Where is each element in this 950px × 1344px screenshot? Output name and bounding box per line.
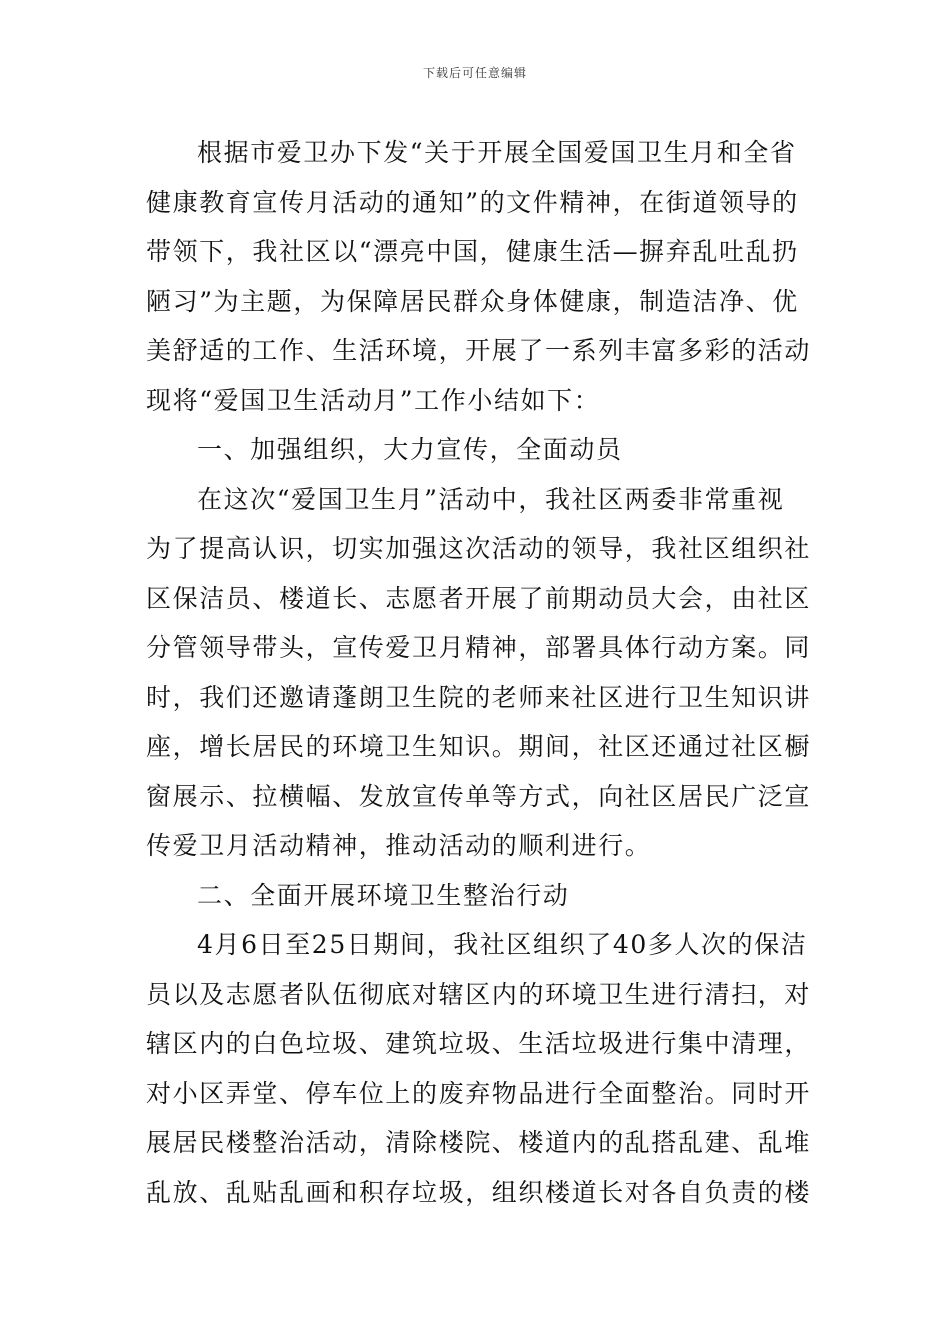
text-line: 员以及志愿者队伍彻底对辖区内的环境卫生进行清扫，对 [146, 979, 812, 1009]
text-line: 陋习”为主题，为保障居民群众身体健康，制造洁净、优 [146, 286, 799, 316]
text-line: 带领下，我社区以“漂亮中国，健康生活—摒弃乱吐乱扔 [146, 237, 799, 266]
text-line: 对小区弄堂、停车位上的废弃物品进行全面整治。同时开 [146, 1078, 812, 1108]
text-line: 健康教育宣传月活动的通知”的文件精神，在街道领导的 [146, 187, 799, 217]
text-line: 乱放、乱贴乱画和积存垃圾，组织楼道长对各自负责的楼 [146, 1177, 812, 1207]
text-line: 区保洁员、楼道长、志愿者开展了前期动员大会，由社区 [146, 583, 812, 613]
header-note: 下载后可任意编辑 [422, 66, 527, 80]
text-line: 座，增长居民的环境卫生知识。期间，社区还通过社区橱 [146, 732, 812, 761]
text-line: 根据市爱卫办下发“关于开展全国爱国卫生月和全省 [197, 138, 797, 167]
section-heading: 二、全面开展环境卫生整治行动 [197, 880, 570, 910]
section-heading: 一、加强组织，大力宣传，全面动员 [197, 435, 623, 464]
document-body [146, 128, 812, 1217]
text-line: 为了提高认识，切实加强这次活动的领导，我社区组织社 [146, 534, 812, 563]
text-line: 分管领导带头，宣传爱卫月精神，部署具体行动方案。同 [146, 633, 812, 662]
text-line: 传爱卫月活动精神，推动活动的顺利进行。 [146, 831, 652, 860]
text-line: 时，我们还邀请蓬朗卫生院的老师来社区进行卫生知识讲 [146, 682, 812, 712]
text-line: 窗展示、拉横幅、发放宣传单等方式，向社区居民广泛宣 [146, 781, 812, 811]
text-line: 在这次“爱国卫生月”活动中，我社区两委非常重视 [197, 484, 785, 514]
text-line: 美舒适的工作、生活环境，开展了一系列丰富多彩的活动 [146, 336, 812, 365]
text-line: 辖区内的白色垃圾、建筑垃圾、生活垃圾进行集中清理， [146, 1029, 812, 1058]
text-line: 现将“爱国卫生活动月”工作小结如下： [146, 385, 601, 415]
text-line: 展居民楼整治活动，清除楼院、楼道内的乱搭乱建、乱堆 [146, 1128, 812, 1157]
text-line: 4月6日至25日期间，我社区组织了40多人次的保洁 [197, 930, 808, 959]
